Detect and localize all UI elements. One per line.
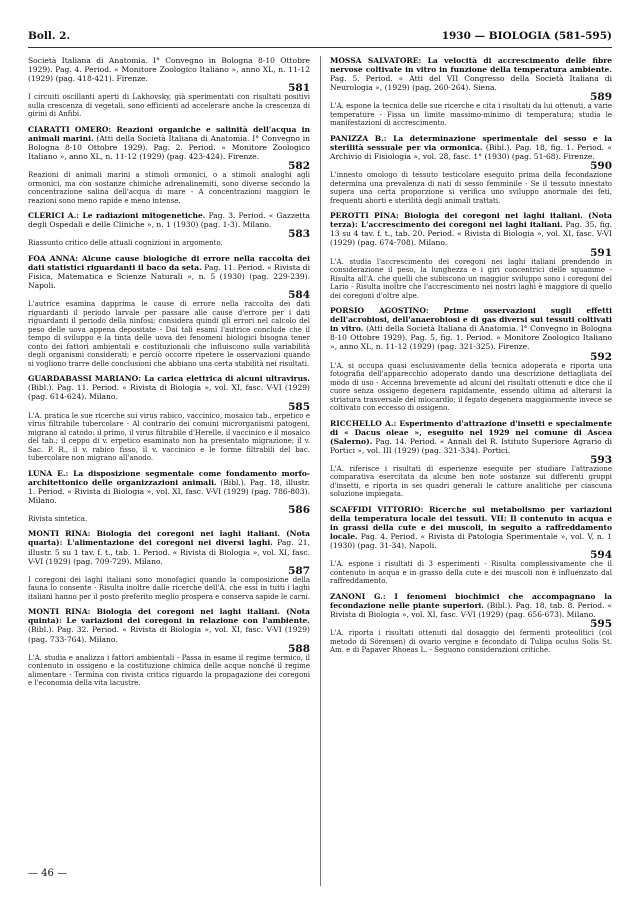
entry-source: (Bibl.). Pag. 18, tab. 8. Period. « Rivista di Biologia », vol. XI, fasc. V-VI (1929) (pag. 656-673). Milano.	[330, 600, 613, 620]
entry-title: MOSSA SALVATORE: La velocità di accrescimento delle fibre nervose coltivate in vitro in funzione della temperatura ambiente.	[330, 56, 612, 75]
entry-title: ZANONI G.: I fenomeni biochimici che accompagnano la fecondazione nelle piante superiori.	[330, 591, 612, 610]
entry-title: PEROTTI PINA: Biologia dei coregoni nei laghi italiani. (Nota terza): L'accrescimento dei coregoni nei laghi italiani.	[330, 211, 612, 230]
entry-source: (Bibl.). Pag. 18, fig. 1. Period. « Archivio di Fisiologia », vol. 28, fasc. 1° (1930) (pag. 51-68). Firenze.	[330, 142, 612, 162]
entry-title: MONTI RINA: Biologia dei coregoni nei laghi italiani. (Nota quarta): L'alimentazione dei coregoni nei diversi laghi.	[28, 529, 310, 548]
entry-citation	[330, 505, 612, 550]
entry-title: SCAFFIDI VITTORIO: Ricerche sul metabolismo per variazioni della temperatura locale dei tessuti. VII: Il contenuto in acqua e in grassi della cute e dei muscoli, in seguito a raffreddamento locale.	[330, 504, 612, 542]
entry-source: Pag. 11. Period. « Rivista di Fisica, Matematica e Scienze Naturali », n. 5 (1930) (pag. 229-239). Napoli.	[28, 262, 311, 291]
entry-abstract: L'A. si occupa quasi esclusivamente della tecnica adoperata e riporta una fotografia dell'apparecchio adoperato dando una descrizione dettagliata del modo di uso - Accenna brevemente ad alcuni dei risultati ottenuti e dice che il cuore senza ossigeno degenera rapidamente, essendo ultima ad alterarsi la striatura trasversale del miocardio; il fegato degenera maggiormente invece se coltivato con eccesso di ossigeno.	[330, 361, 612, 412]
column-divider	[320, 56, 321, 886]
entry-source: Pag. 21, illustr. 5 su 1 tav. f. t., tab. 1. Period. « Rivista di Biologia », vol. XI, fasc. V-VI (1929) (pag. 709-729). Milano.	[28, 538, 310, 566]
bibliography-entry	[28, 211, 310, 248]
entry-source: Pag. 3. Period. « Gazzetta degli Ospedali e delle Cliniche », n. 1 (1930) (pag. 1-3). Milano.	[28, 211, 310, 230]
header-rule	[28, 47, 612, 48]
entry-source: (Bibl.). Pag. 32. Period. « Rivista di Biologia », vol. XI, fasc. V-VI (1929) (pag. 733-764). Milano.	[28, 625, 310, 644]
entry-source: (Atti della Società Italiana di Anatomia. I° Convegno in Bologna 8-10 Ottobre 1929). Pag. 2. Period. « Monitore Zoologico Italiano », anno XL, n. 11-12 (1929) (pag. 423-424). Firenze.	[28, 133, 310, 162]
entry-number: 593	[330, 455, 612, 465]
left-column	[28, 56, 310, 694]
entry-abstract: L'A. pratica le sue ricerche sui virus rabico, vaccinico, mosaico tab., erpetico e virus filtrabile tubercolare - Al contrario dei comuni microrganismi patogeni, migrano al catodo: il primo, il virus filtrabile d'Herelle, il vaccinico e il mosaico del tab.; il ceppo di v. erpetico esaminato non ha presentato migrazione; il v. Sac. P. R., il v. rabico fisso, il v. vaccinico e le forme filtrabili del bac. tubercolare non migrano all'anodo.	[28, 411, 310, 462]
bibliography-entry	[28, 469, 310, 524]
bibliography-entry	[28, 529, 310, 601]
bibliography-entry	[330, 419, 612, 499]
bibliography-entry	[330, 505, 612, 586]
entry-title: MONTI RINA: Biologia dei coregoni nei laghi italiani. (Nota quinta): Le variazioni dei coregoni in relazione con l'ambiente.	[28, 607, 310, 626]
entry-source: (Bibl.). Pag. 18, illustr. 1. Period. « Rivista di Biologia », vol. XI, fasc. V-VI (1929) (pag. 786-803). Milano.	[28, 477, 310, 505]
entry-citation	[28, 125, 310, 161]
entry-title: PORSIO AGOSTINO: Prime osservazioni sugli effetti dell'acrobiosi, dell'anaerobiosi e di gas diversi sui tessuti coltivati in vitro.	[330, 306, 612, 334]
entry-citation	[28, 56, 310, 83]
entry-abstract: Rivista sintetica.	[28, 514, 88, 523]
entry-abstract: I circuiti oscillanti aperti di Lakhovsky, già sperimentati con risultati positivi sulla crescenza di vegetali, sono efficienti ad accelerare anche la crescenza di girini di Anfibi.	[28, 93, 310, 119]
entry-abstract: L'A. espone la tecnica delle sue ricerche e cita i risultati da lui ottenuti, a varie temperature - Fissa un limite massimo-minimo di temperatura; studia le manifestazioni di accrescimento.	[330, 102, 612, 128]
entry-citation	[28, 607, 310, 643]
entry-source: Pag. 4. Period. « Rivista di Patologia Sperimentale », vol. V, n. 1 (1930) (pag. 31-34). Napoli.	[330, 532, 613, 551]
entry-number: 595	[330, 619, 612, 629]
entry-source: Società Italiana di Anatomia. I° Convegno in Bologna 8-10 Ottobre 1929). Pag. 4. Period. « Monitore Zoologico Italiano », anno XL, n. 11-12 (1929) (pag. 418-421). Firenze.	[28, 56, 310, 84]
entry-number: 589	[330, 92, 612, 102]
entry-number: 585	[28, 402, 310, 412]
entry-abstract: Reazioni di animali marini a stimoli ormonici, o a stimoli analoghi agli ormonici, ma con sostanze chimiche adrenalinemiti, sono diverse secondo la concentrazione salina dell'acqua di mare - A concentrazioni maggiori le reazioni sono meno rapide e meno intense.	[28, 171, 310, 205]
entry-source: (Bibl.). Pag. 11. Period. « Rivista di Biologia », vol. XI, fasc. V-VI (1929) (pag. 614-624). Milano.	[28, 383, 310, 402]
bibliography-entry	[28, 374, 310, 462]
bibliography-entry	[28, 56, 310, 119]
entry-title: CIARATTI OMERO: Reazioni organiche e salinità dell'acqua in animali marini.	[28, 124, 310, 143]
entry-title: LUNA E.: La disposizione segmentale come fondamento morfo-architettonico delle organizzazioni animali.	[28, 468, 310, 487]
entry-title: GUARDABASSI MARIANO: La carica elettrica di alcuni ultravirus.	[28, 374, 310, 384]
entry-title: RICCHELLO A.: Esperimento d'attrazione d'insetti e specialmente di « Dacus oleae », eseguito nel 1929 nel comune di Ascea (Salerno).	[330, 418, 612, 446]
entry-citation	[330, 56, 612, 92]
entry-number: 582	[28, 161, 310, 171]
entry-title: PANIZZA B.: La determinazione sperimentale del sesso e la sterilità sessuale per via ormonica.	[330, 133, 612, 152]
entry-source: (Atti della Società Italiana di Anatomia. I° Convegno in Bologna 8-10 Ottobre 1929). Pag. 5, fig. 1. Period. « Monitore Zoologico Italiano », anno XL, n. 11-12 (1929) (pag. 321-325). Firenze.	[330, 324, 612, 352]
entry-source: Pag. 5. Period. « Atti del VII Congresso della Società Italiana di Neurologia », (1929) (pag. 260-264). Siena.	[330, 74, 612, 93]
entry-number: 581	[28, 83, 310, 93]
right-column	[330, 56, 612, 661]
bibliography-entry	[330, 306, 612, 412]
running-header	[28, 30, 612, 44]
entry-citation	[28, 254, 310, 290]
entry-number: 588	[28, 644, 310, 654]
entry-abstract: L'A. riferisce i risultati di esperienze eseguite per studiare l'attrazione comparativa esercitata da alcune ben note sostanze sui differenti gruppi d'insetti, e riporta in sei quadri generali le catture analitiche per ciascuna soluzione impiegata.	[330, 464, 612, 499]
bibliography-entry	[28, 125, 310, 205]
bibliography-entry	[330, 211, 612, 300]
entry-citation	[28, 529, 310, 565]
entry-citation	[330, 211, 612, 247]
entry-title: CLERICI A.: Le radiazioni mitogenetiche.	[28, 211, 206, 221]
bibliography-entry	[28, 607, 310, 687]
entry-number: 592	[330, 352, 612, 362]
bibliography-entry	[330, 134, 612, 205]
entry-number: 590	[330, 161, 612, 171]
header-left: Boll. 2.	[28, 30, 71, 42]
entry-number: 583	[28, 229, 310, 239]
bibliography-entry	[330, 592, 612, 655]
entry-abstract: L'A. studia e analizza i fattori ambientali - Passa in esame il regime termico, il contenuto in ossigeno e la costituzione chimica delle acque nonché il regime alimentare - Termina con rivista critica riguardo la propagazione dei coregoni e l'economia della vita lacustre.	[28, 653, 310, 688]
entry-abstract: L'A. espone i risultati di 3 esperimenti - Risulta complessivamente che il contenuto in acqua e in grasso della cute e dei muscoli non è influenzato dal raffreddamento.	[330, 560, 612, 586]
entry-number: 586	[28, 505, 310, 515]
entry-number: 594	[330, 550, 612, 560]
entry-citation	[330, 306, 612, 351]
entry-abstract: L'A. riporta i risultati ottenuti dal dosaggio dei fermenti proteolitici (col metodo di Sörensen) di ovario vergine e fecondato di Tulipa oculus Solis St. Am. e di Papaver Rhoeas L. - Seguono considerazioni critiche.	[330, 629, 612, 655]
entry-citation	[28, 469, 310, 505]
entry-abstract: Riassunto critico delle attuali cognizioni in argomento.	[28, 239, 223, 248]
header-right: 1930 — BIOLOGIA (581-595)	[441, 30, 612, 42]
entry-citation	[330, 419, 612, 455]
entry-title: FOA ANNA: Alcune cause biologiche di errore nella raccolta dei dati statistici riguardanti il baco da seta.	[28, 253, 310, 272]
bibliography-entry	[330, 56, 612, 128]
entry-number: 587	[28, 566, 310, 576]
entry-abstract: L'innesto omologo di tessuto testicolare eseguito prima della fecondazione determina una prevalenza di nati di sesso femminile - Se il tessuto innestato supera una certa proporzione si verifica uno sviluppo anormale dei feti, frequenti aborti e sterilità degli animali trattati.	[330, 171, 612, 205]
entry-citation	[28, 211, 310, 229]
entry-abstract: L'A. studia l'accrescimento dei coregoni nei laghi italiani prendendo in considerazione il peso, la lunghezza e i giri concentrici delle squamme - Risulta all'A. che quelli che subiscono un maggior sviluppo sono i coregoni del Lario - Risulta inoltre che l'accrescimento nei nostri laghi è maggiore di quello dei coregoni d'oltre alpe.	[330, 257, 612, 300]
entry-source: Pag. 14. Period. « Annali del R. Istituto Superiore Agrario di Portici », vol. III (1929) (pag. 321-334). Portici.	[330, 436, 612, 455]
entry-number: 584	[28, 290, 310, 300]
entry-number: 591	[330, 248, 612, 258]
entry-source: Pag. 35, fig. 13 su 4 tav. f. t., tab. 20. Period. « Rivista di Biologia », vol. XI, fasc. V-VI (1929) (pag. 674-708). Milano.	[330, 220, 612, 248]
page-number: — 46 —	[28, 868, 68, 879]
bibliography-entry	[28, 254, 310, 368]
entry-citation	[330, 134, 612, 161]
entry-abstract: L'autrice esamina dapprima le cause di errore nella raccolta dei dati riguardanti il periodo larvale per passare alle cause d'errore per i dati riguardanti il periodo della ninfosi; considera quindi gli errori nel calcolo del peso delle uova appena depositate - Dai tali esami l'autrice conclude che il tempo di sviluppo e la tinta delle uova dei fenomeni biologici bisogna tener conto dei fattori ambientali e costituzionali che influiscono sulla variabilità degli organismi considerati; e perciò occorre ripetere le osservazioni quando si vogliono trarre delle conclusioni che abbiano una certa stabilità nei risultati.	[28, 300, 310, 368]
entry-citation	[28, 374, 310, 401]
entry-citation	[330, 592, 612, 619]
entry-abstract: I coregoni dei laghi italiani sono monofagici quando la composizione della fauna lo consente - Risulta inoltre dalle ricerche dell'A. che essi in tutti i laghi italiani hanno per il posto preferito meglio prospera e conserva sapide le carni.	[28, 575, 310, 601]
